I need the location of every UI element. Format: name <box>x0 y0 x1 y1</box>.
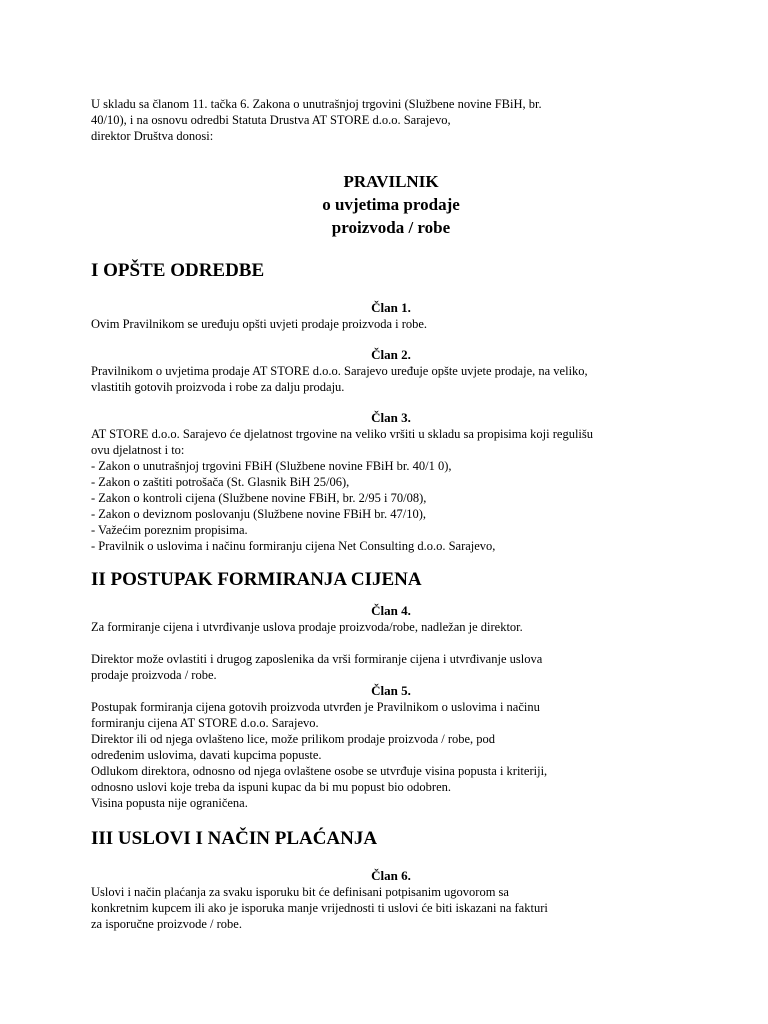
section-heading-1: I OPŠTE ODREDBE <box>91 260 265 281</box>
article-4-heading: Član 4. <box>371 603 411 618</box>
document-page <box>91 96 691 932</box>
article-1-heading: Član 1. <box>371 300 411 315</box>
article-3-text: AT STORE d.o.o. Sarajevo će djelatnost trgovine na veliko vršiti u skladu sa propisima koji regulišu ovu djelatnost i to: - Zakon o unutrašnjoj trgovini FBiH (Službene novine FBiH br. 40/1 0), - Zakon o zaštiti potrošača (St. Glasnik BiH 25/06), - Zakon o kontroli cijena (Službene novine FBiH, br. 2/95 i 70/08), - Zakon o deviznom poslovanju (Službene novine FBiH br. 47/10), - Važećim poreznim propisima. - Pravilnik o uslovima i načinu formiranju cijena Net Consulting d.o.o. Sarajevo, <box>91 427 594 553</box>
title-line-1: PRAVILNIK <box>343 172 439 191</box>
article-1-text: Ovim Pravilnikom se uređuju opšti uvjeti prodaje proizvoda i robe. <box>91 317 428 331</box>
article-5-text: Postupak formiranja cijena gotovih proizvoda utvrđen je Pravilnikom o uslovima i načinu formiranju cijena AT STORE d.o.o. Sarajevo. Direktor ili od njega ovlašteno lice, može prilikom prodaje proizvoda / robe, pod određenim uslovima, davati kupcima popuste. Odlukom direktora, odnosno od njega ovlaštene osobe se utvrđuje visina popusta i kriteriji, odnosno uslovi koje treba da ispuni kupac da bi mu popust bio odobren. Visina popusta nije ograničena. <box>91 700 548 810</box>
article-2-text: Pravilnikom o uvjetima prodaje AT STORE d.o.o. Sarajevo uređuje opšte uvjete prodaje, na veliko, vlastitih gotovih proizvoda i robe za dalju prodaju. <box>91 364 588 394</box>
section-heading-2: II POSTUPAK FORMIRANJA CIJENA <box>91 569 422 590</box>
title-line-3: proizvoda / robe <box>331 218 451 237</box>
article-6-heading: Član 6. <box>371 868 411 883</box>
article-6-text: Uslovi i način plaćanja za svaku isporuku bit će definisani potpisanim ugovorom sa konkretnim kupcem ili ako je isporuka manje vrijednosti ti uslovi će biti iskazani na fakturi za isporučne proizvode / robe. <box>91 885 548 931</box>
article-4-text-2: Direktor može ovlastiti i drugog zaposlenika da vrši formiranje cijena i utvrđivanje uslova prodaje proizvoda / robe. <box>91 652 543 682</box>
article-2-heading: Član 2. <box>371 347 411 362</box>
section-heading-3: III USLOVI I NAČIN PLAĆANJA <box>91 828 378 849</box>
title-line-2: o uvjetima prodaje <box>322 195 460 214</box>
article-4-text: Za formiranje cijena i utvrđivanje uslova prodaje proizvoda/robe, nadležan je direktor. <box>91 620 523 634</box>
article-5-heading: Član 5. <box>371 683 411 698</box>
article-3-heading: Član 3. <box>371 410 411 425</box>
document-title <box>91 170 691 239</box>
intro-paragraph: U skladu sa članom 11. tačka 6. Zakona o unutrašnjoj trgovini (Službene novine FBiH, br. 40/10), i na osnovu odredbi Statuta Drustva AT STORE d.o.o. Sarajevo, direktor Društva donosi: <box>91 97 542 143</box>
